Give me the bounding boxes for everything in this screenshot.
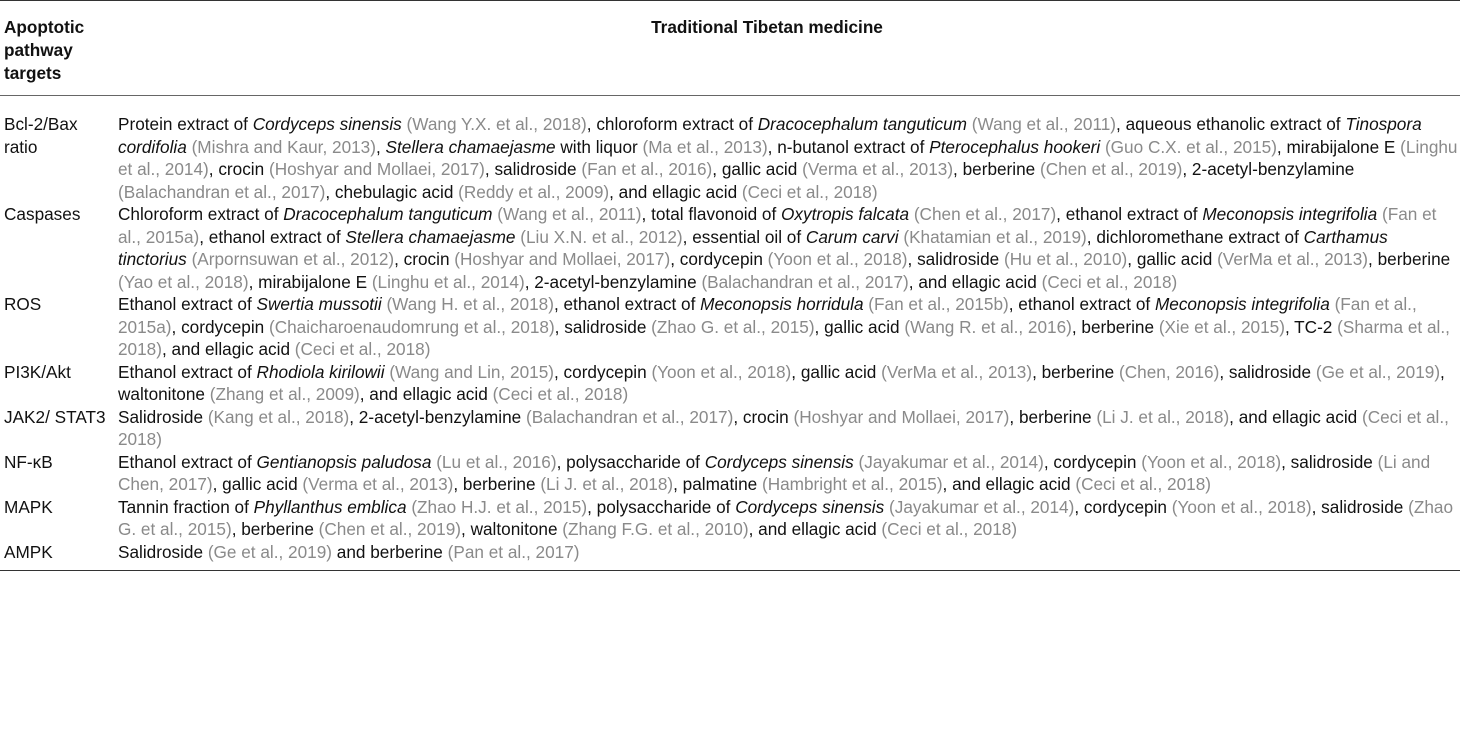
cell-text: , 2-acetyl-benzylamine bbox=[1182, 159, 1355, 179]
citation: (Hambright et al., 2015) bbox=[761, 474, 943, 494]
citation: (Zhang F.G. et al., 2010) bbox=[562, 519, 749, 539]
citation: (Hoshyar and Mollaei, 2017) bbox=[268, 159, 485, 179]
citation: (Guo C.X. et al., 2015) bbox=[1104, 136, 1277, 157]
citation: (Reddy et al., 2009) bbox=[458, 181, 610, 202]
cell-text: , ethanol extract of bbox=[1008, 294, 1155, 314]
cell-text: , gallic acid bbox=[712, 159, 803, 179]
cell-text: Salidroside bbox=[118, 406, 208, 427]
cell-text: , crocin bbox=[394, 249, 455, 269]
cell-text: , salidroside bbox=[554, 316, 652, 337]
citation: (Fan et al., 2015b) bbox=[868, 294, 1009, 314]
cell-text: , 2-acetyl-benzylamine bbox=[349, 406, 526, 427]
citation: (Hoshyar and Mollaei, 2017) bbox=[454, 249, 671, 269]
cell-text: Salidroside bbox=[118, 541, 208, 562]
cell-text: , mirabijalone E bbox=[1276, 136, 1401, 157]
citation: (Arpornsuwan et al., 2012) bbox=[191, 249, 395, 269]
table-row bbox=[0, 96, 1460, 204]
target-cell: Bcl-2/Bax ratio bbox=[4, 114, 78, 157]
citation: (Jayakumar et al., 2014) bbox=[889, 496, 1075, 517]
citation: (Balachandran et al., 2017) bbox=[701, 271, 909, 292]
table-row bbox=[0, 451, 1460, 496]
species-name: Carum carvi bbox=[805, 226, 899, 247]
cell-text: , berberine bbox=[453, 474, 541, 494]
cell-text: , salidroside bbox=[1311, 496, 1409, 517]
citation: (Zhao G. et al., 2015) bbox=[118, 496, 1454, 539]
cell-text: , berberine bbox=[1032, 361, 1120, 382]
citation: (Wang et al., 2011) bbox=[497, 204, 642, 224]
citation: (VerMa et al., 2013) bbox=[1217, 249, 1369, 269]
header-row bbox=[0, 1, 1460, 96]
species-name: Cordyceps sinensis bbox=[704, 451, 854, 472]
citation: (Jayakumar et al., 2014) bbox=[858, 451, 1044, 472]
species-name: Cordyceps sinensis bbox=[252, 114, 402, 134]
table-body bbox=[0, 96, 1460, 571]
species-name: Dracocephalum tanguticum bbox=[283, 204, 493, 224]
cell-text: , gallic acid bbox=[791, 361, 882, 382]
citation: (Chen et al., 2019) bbox=[318, 519, 462, 539]
citation: (Ceci et al., 2018) bbox=[881, 519, 1018, 539]
medicine-cell bbox=[114, 96, 1460, 204]
species-name: Pterocephalus hookeri bbox=[929, 136, 1101, 157]
citation: (Linghu et al., 2014) bbox=[118, 136, 1458, 179]
cell-text: , cordycepin bbox=[171, 316, 269, 337]
medicine-cell bbox=[114, 451, 1460, 496]
citation: (Yoon et al., 2018) bbox=[1171, 496, 1312, 517]
cell-text: , crocin bbox=[208, 159, 269, 179]
cell-text: , n-butanol extract of bbox=[767, 136, 930, 157]
cell-text: , crocin bbox=[733, 406, 794, 427]
medicine-cell bbox=[114, 406, 1460, 451]
species-name: Cordyceps sinensis bbox=[735, 496, 885, 517]
table-row bbox=[0, 361, 1460, 406]
cell-text: , and ellagic acid bbox=[161, 339, 295, 359]
citation: (Ceci et al., 2018) bbox=[1075, 474, 1212, 494]
citation: (Linghu et al., 2014) bbox=[371, 271, 525, 292]
citation: (Ceci et al., 2018) bbox=[741, 181, 878, 202]
header-targets: Apoptotic pathway targets bbox=[4, 17, 85, 83]
cell-text: , berberine bbox=[1071, 316, 1159, 337]
target-cell: JAK2/ STAT3 bbox=[4, 406, 106, 427]
citation: (Wang Y.X. et al., 2018) bbox=[406, 114, 587, 134]
cell-text: , and ellagic acid bbox=[908, 271, 1042, 292]
species-name: Rhodiola kirilowii bbox=[256, 361, 385, 382]
cell-text: , and ellagic acid bbox=[359, 384, 493, 404]
cell-text: , polysaccharide of bbox=[587, 496, 736, 517]
citation: (Zhao G. et al., 2015) bbox=[651, 316, 815, 337]
cell-text: , bbox=[375, 136, 386, 157]
citation: (Chen et al., 2019) bbox=[1040, 159, 1183, 179]
citation: (Ge et al., 2019) bbox=[207, 541, 333, 562]
cell-text: , palmatine bbox=[673, 474, 762, 494]
citation: (Fan et al., 2016) bbox=[581, 159, 713, 179]
target-cell: MAPK bbox=[4, 496, 53, 517]
cell-text: , mirabijalone E bbox=[248, 271, 372, 292]
target-cell: Caspases bbox=[4, 204, 81, 224]
citation: (Ma et al., 2013) bbox=[642, 136, 768, 157]
cell-text: , berberine bbox=[1009, 406, 1097, 427]
table-row bbox=[0, 203, 1460, 293]
species-name: Gentianopsis paludosa bbox=[256, 451, 432, 472]
species-name: Tinospora cordifolia bbox=[118, 114, 1422, 157]
cell-text: Chloroform extract of bbox=[118, 204, 284, 224]
species-name: Carthamus tinctorius bbox=[118, 226, 1388, 269]
citation: (Sharma et al., 2018) bbox=[118, 316, 1450, 359]
citation: (Li J. et al., 2018) bbox=[540, 474, 674, 494]
table-row bbox=[0, 541, 1460, 571]
table-row bbox=[0, 406, 1460, 451]
cell-text: , gallic acid bbox=[1127, 249, 1218, 269]
cell-text: , berberine bbox=[1368, 249, 1451, 269]
cell-text: , polysaccharide of bbox=[556, 451, 705, 472]
target-cell: NF-κB bbox=[4, 451, 53, 472]
cell-text: , total flavonoid of bbox=[641, 204, 782, 224]
cell-text: with liquor bbox=[555, 136, 643, 157]
citation: (Wang et al., 2011) bbox=[971, 114, 1117, 134]
cell-text: , waltonitone bbox=[118, 361, 1445, 404]
citation: (Fan et al., 2015a) bbox=[118, 294, 1417, 337]
cell-text: , essential oil of bbox=[682, 226, 806, 247]
cell-text: , ethanol extract of bbox=[553, 294, 701, 314]
citation: (Zhang et al., 2009) bbox=[209, 384, 360, 404]
citation: (VerMa et al., 2013) bbox=[881, 361, 1033, 382]
cell-text: , aqueous ethanolic extract of bbox=[1116, 114, 1346, 134]
citation: (Yoon et al., 2018) bbox=[1141, 451, 1282, 472]
medicine-cell bbox=[114, 541, 1460, 571]
citation: (Verma et al., 2013) bbox=[802, 159, 954, 179]
cell-text: Ethanol extract of bbox=[118, 361, 257, 382]
cell-text: , dichloromethane extract of bbox=[1086, 226, 1304, 247]
cell-text: , chloroform extract of bbox=[586, 114, 758, 134]
cell-text: , chebulagic acid bbox=[325, 181, 459, 202]
citation: (Balachandran et al., 2017) bbox=[525, 406, 734, 427]
medicine-cell bbox=[114, 361, 1460, 406]
species-name: Stellera chamaejasme bbox=[385, 136, 556, 157]
citation: (Yao et al., 2018) bbox=[118, 271, 249, 292]
species-name: Oxytropis falcata bbox=[781, 204, 910, 224]
citation: (Ceci et al., 2018) bbox=[118, 406, 1449, 449]
cell-text: Protein extract of bbox=[118, 114, 253, 134]
cell-text: , cordycepin bbox=[554, 361, 652, 382]
citation: (Hu et al., 2010) bbox=[1004, 249, 1128, 269]
species-name: Meconopsis horridula bbox=[700, 294, 864, 314]
citation: (Yoon et al., 2018) bbox=[651, 361, 792, 382]
citation: (Liu X.N. et al., 2012) bbox=[520, 226, 683, 247]
cell-text: , salidroside bbox=[1219, 361, 1316, 382]
citation: (Ceci et al., 2018) bbox=[294, 339, 431, 359]
target-cell: PI3K/Akt bbox=[4, 361, 71, 382]
citation: (Balachandran et al., 2017) bbox=[118, 181, 326, 202]
cell-text: , and ellagic acid bbox=[748, 519, 882, 539]
medicine-cell bbox=[114, 496, 1460, 541]
citation: (Fan et al., 2015a) bbox=[118, 204, 1437, 247]
cell-text: , TC-2 bbox=[1284, 316, 1338, 337]
cell-text: , and ellagic acid bbox=[1229, 406, 1362, 427]
species-name: Meconopsis integrifolia bbox=[1154, 294, 1330, 314]
cell-text: , salidroside bbox=[907, 249, 1005, 269]
citation: (Li J. et al., 2018) bbox=[1096, 406, 1230, 427]
table-row bbox=[0, 293, 1460, 361]
cell-text: , berberine bbox=[231, 519, 319, 539]
cell-text: , salidroside bbox=[484, 159, 582, 179]
citation: (Li and Chen, 2017) bbox=[118, 451, 1431, 494]
cell-text: , and ellagic acid bbox=[942, 474, 1076, 494]
cell-text: , berberine bbox=[953, 159, 1040, 179]
citation: (Ceci et al., 2018) bbox=[492, 384, 629, 404]
citation: (Wang R. et al., 2016) bbox=[904, 316, 1072, 337]
cell-text: , cordycepin bbox=[670, 249, 768, 269]
target-cell: ROS bbox=[4, 294, 42, 314]
species-name: Swertia mussotii bbox=[256, 294, 382, 314]
citation: (Hoshyar and Mollaei, 2017) bbox=[793, 406, 1010, 427]
medicine-cell bbox=[114, 203, 1460, 293]
citation: (Ge et al., 2019) bbox=[1315, 361, 1441, 382]
cell-text: , 2-acetyl-benzylamine bbox=[524, 271, 702, 292]
citation: (Chen et al., 2017) bbox=[913, 204, 1057, 224]
species-name: Phyllanthus emblica bbox=[253, 496, 407, 517]
citation: (Zhao H.J. et al., 2015) bbox=[411, 496, 588, 517]
header-medicine: Traditional Tibetan medicine bbox=[651, 17, 883, 37]
cell-text: , cordycepin bbox=[1043, 451, 1142, 472]
cell-text: Ethanol extract of bbox=[118, 451, 257, 472]
citation: (Khatamian et al., 2019) bbox=[903, 226, 1087, 247]
citation: (Pan et al., 2017) bbox=[447, 541, 580, 562]
target-cell: AMPK bbox=[4, 541, 53, 562]
species-name: Meconopsis integrifolia bbox=[1202, 204, 1378, 224]
cell-text: , ethanol extract of bbox=[1056, 204, 1203, 224]
citation: (Wang and Lin, 2015) bbox=[389, 361, 554, 382]
table-row bbox=[0, 496, 1460, 541]
citation: (Mishra and Kaur, 2013) bbox=[191, 136, 376, 157]
cell-text: , gallic acid bbox=[212, 474, 303, 494]
citation: (Lu et al., 2016) bbox=[436, 451, 557, 472]
cell-text: Tannin fraction of bbox=[118, 496, 254, 517]
species-name: Dracocephalum tanguticum bbox=[757, 114, 967, 134]
medicine-cell bbox=[114, 293, 1460, 361]
cell-text: , waltonitone bbox=[461, 519, 563, 539]
citation: (Wang H. et al., 2018) bbox=[386, 294, 554, 314]
citation: (Xie et al., 2015) bbox=[1158, 316, 1285, 337]
citation: (Kang et al., 2018) bbox=[207, 406, 350, 427]
cell-text: and berberine bbox=[332, 541, 448, 562]
citation: (Chaicharoenaudomrung et al., 2018) bbox=[268, 316, 555, 337]
species-name: Stellera chamaejasme bbox=[345, 226, 516, 247]
cell-text: Ethanol extract of bbox=[118, 294, 257, 314]
citation: (Ceci et al., 2018) bbox=[1041, 271, 1178, 292]
citation: (Verma et al., 2013) bbox=[302, 474, 454, 494]
cell-text: , gallic acid bbox=[814, 316, 905, 337]
cell-text: , salidroside bbox=[1281, 451, 1378, 472]
cell-text: , ethanol extract of bbox=[199, 226, 346, 247]
citation: (Chen, 2016) bbox=[1119, 361, 1220, 382]
citation: (Yoon et al., 2018) bbox=[767, 249, 908, 269]
cell-text: , and ellagic acid bbox=[609, 181, 742, 202]
cell-text: , cordycepin bbox=[1074, 496, 1172, 517]
